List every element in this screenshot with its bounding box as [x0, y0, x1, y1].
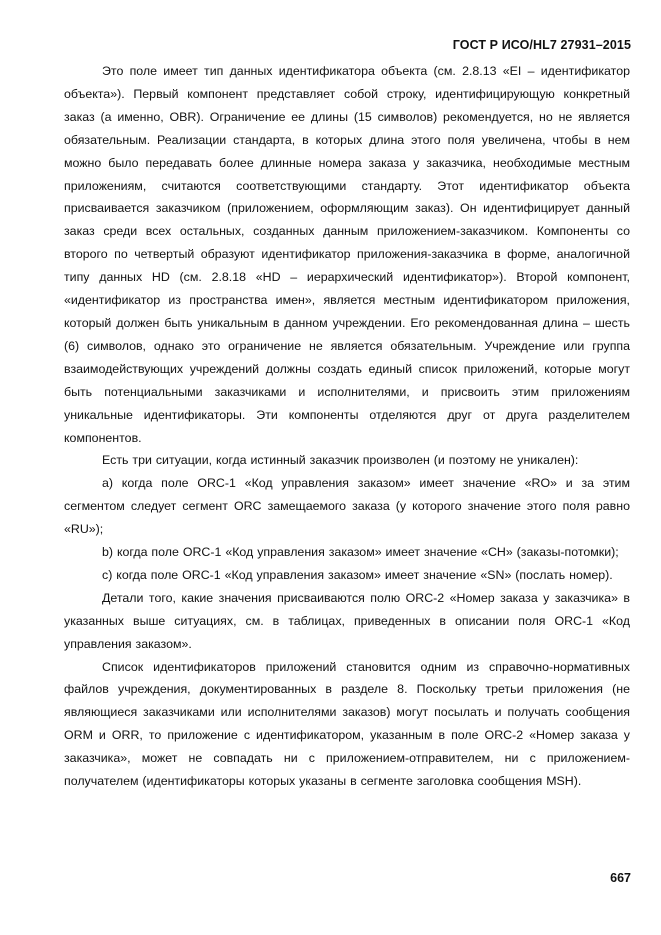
- paragraph-situation-a: а) когда поле ORC-1 «Код управления заказом» имеет значение «RO» и за этим сегментом следует сегмент ORC замещаемого заказа (у которого значение этого поля равно «RU»);: [64, 476, 630, 537]
- paragraph-field-description: Это поле имеет тип данных идентификатора объекта (см. 2.8.13 «EI – идентификатор объекта»). Первый компонент представляет собой строку, идентифицирующую конкретный заказ (а именно, OBR). Ограничение ее длины (15 символов) рекомендуется, но не является обязательным. Реализации стандарта, в которых длина этого поля увеличена, чтобы в нем можно было передавать более длинные номера заказа у заказчика, необходимые местным приложениям, считаются соответствующими стандарту. Этот идентификатор объекта присваивается заказчиком (приложением, оформляющим заказ). Он идентифицирует данный заказ среди всех остальных, созданных данным приложением-заказчиком. Компоненты со второго по четвертый образуют идентификатор приложения-заказчика в форме, аналогичной типу данных HD (см. 2.8.18 «HD – иерархический идентификатор»). Второй компонент, «идентификатор из пространства имен», является местным идентификатором приложения, который должен быть уникальным в данном учреждении. Его рекомендованная длина – шесть (6) символов, однако это ограничение не является обязательным. Учреждение или группа взаимодействующих учреждений должны создать единый список приложений, которые могут быть потенциальными заказчиками и исполнителями, и присвоить этим приложениям уникальные идентификаторы. Эти компоненты отделяются друг от друга разделителем компонентов.: [64, 64, 630, 445]
- paragraph-situation-c: с) когда поле ORC-1 «Код управления заказом» имеет значение «SN» (послать номер).: [102, 567, 613, 582]
- paragraph-situations-intro: Есть три ситуации, когда истинный заказчик произволен (и поэтому не уникален):: [102, 453, 579, 468]
- page-footer: [610, 871, 631, 885]
- page-number: 667: [610, 871, 631, 885]
- paragraph-application-list: Список идентификаторов приложений становится одним из справочно-нормативных файлов учреждения, документированных в разделе 8. Поскольку третьи приложения (не являющиеся заказчиками или исполнителями заказов) могут посылать и получать сообщения ORM и ORR, то приложение с идентификатором, указанным в поле ORC-2 «Номер заказа у заказчика», может не совпадать ни с приложением-отправителем, ни с приложением-получателем (идентификаторы которых указаны в сегменте заголовка сообщения MSH).: [64, 659, 630, 789]
- paragraph-situation-b: b) когда поле ORC-1 «Код управления заказом» имеет значение «CH» (заказы-потомки);: [102, 545, 619, 560]
- standard-code: ГОСТ Р ИСО/HL7 27931–2015: [452, 38, 631, 52]
- paragraph-details: Детали того, какие значения присваиваются полю ORC-2 «Номер заказа у заказчика» в указанных выше ситуациях, см. в таблицах, приведенных в описании поля ORC-1 «Код управления заказом».: [64, 590, 630, 651]
- document-header: [453, 38, 631, 52]
- document-body: [64, 60, 630, 793]
